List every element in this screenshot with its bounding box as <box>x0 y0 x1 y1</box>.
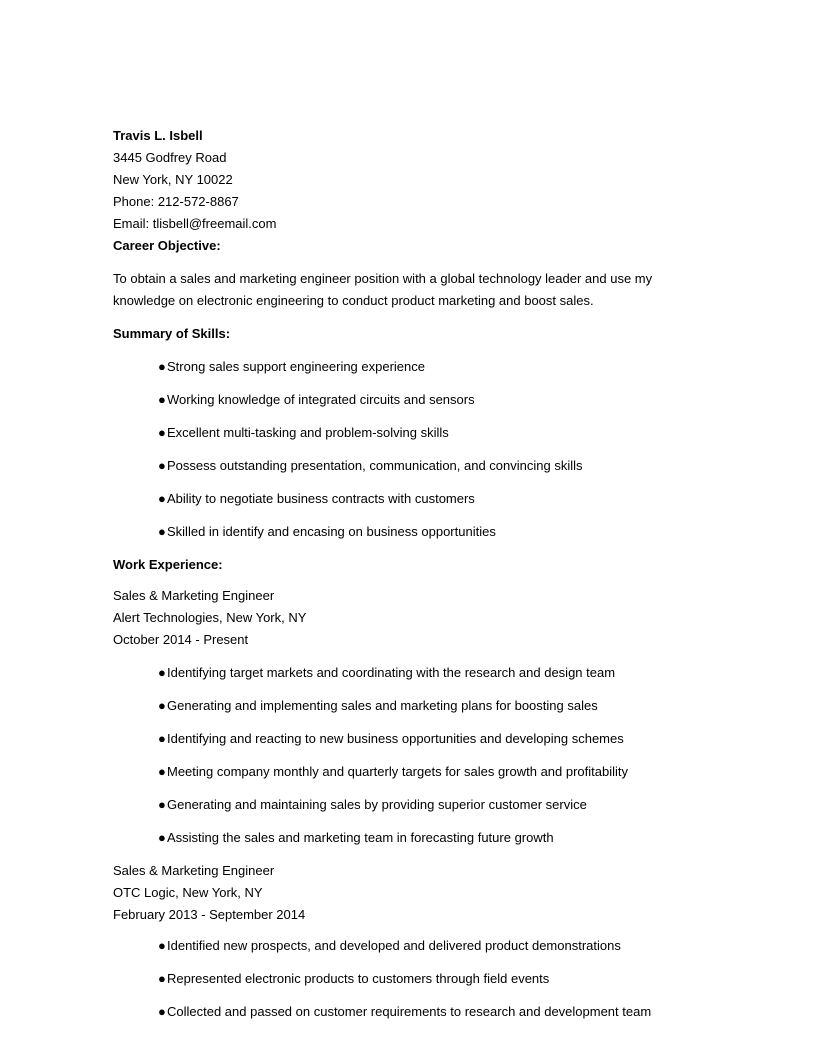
job-duty-text: Represented electronic products to customers through field events <box>167 971 550 986</box>
skill-text: Excellent multi-tasking and problem-solving skills <box>167 425 449 440</box>
job-duty-item <box>158 796 587 814</box>
bullet-icon: ● <box>158 971 166 986</box>
bullet-icon: ● <box>158 830 166 845</box>
bullet-icon: ● <box>158 698 166 713</box>
job-duty-item <box>158 937 621 955</box>
job-company: Alert Technologies, New York, NY <box>113 610 307 625</box>
objective-text-line-2: knowledge on electronic engineering to conduct product marketing and boost sales. <box>113 293 594 308</box>
bullet-icon: ● <box>158 665 166 680</box>
job-dates: February 2013 - September 2014 <box>113 907 306 922</box>
email-line: Email: tlisbell@freemail.com <box>113 216 277 231</box>
job-duty-item <box>158 970 549 988</box>
bullet-icon: ● <box>158 731 166 746</box>
skill-text: Possess outstanding presentation, communication, and convincing skills <box>167 458 583 473</box>
bullet-icon: ● <box>158 458 166 473</box>
phone-line: Phone: 212-572-8867 <box>113 194 239 209</box>
job-duty-text: Identifying target markets and coordinating with the research and design team <box>167 665 616 680</box>
skill-item <box>158 424 449 442</box>
bullet-icon: ● <box>158 938 166 953</box>
skill-text: Working knowledge of integrated circuits and sensors <box>167 392 475 407</box>
job-title: Sales & Marketing Engineer <box>113 863 275 878</box>
job-duty-text: Collected and passed on customer requirements to research and development team <box>167 1004 652 1019</box>
job-duty-item <box>158 829 554 847</box>
city-line: New York, NY 10022 <box>113 172 233 187</box>
skill-text: Strong sales support engineering experience <box>167 359 426 374</box>
skill-item <box>158 358 425 376</box>
bullet-icon: ● <box>158 425 166 440</box>
job-dates: October 2014 - Present <box>113 632 249 647</box>
job-duty-text: Generating and implementing sales and marketing plans for boosting sales <box>167 698 598 713</box>
skill-item <box>158 391 475 409</box>
job-duty-item <box>158 763 628 781</box>
career-objective-heading: Career Objective: <box>113 238 221 253</box>
skill-item <box>158 457 583 475</box>
bullet-icon: ● <box>158 359 166 374</box>
applicant-name: Travis L. Isbell <box>113 128 203 143</box>
bullet-icon: ● <box>158 1004 166 1019</box>
job-duty-item <box>158 730 624 748</box>
job-title: Sales & Marketing Engineer <box>113 588 275 603</box>
bullet-icon: ● <box>158 797 166 812</box>
job-duty-text: Identifying and reacting to new business opportunities and developing schemes <box>167 731 624 746</box>
bullet-icon: ● <box>158 524 166 539</box>
job-company: OTC Logic, New York, NY <box>113 885 263 900</box>
bullet-icon: ● <box>158 764 166 779</box>
job-duty-text: Generating and maintaining sales by providing superior customer service <box>167 797 587 812</box>
work-experience-heading: Work Experience: <box>113 557 223 572</box>
bullet-icon: ● <box>158 392 166 407</box>
objective-text-line-1: To obtain a sales and marketing engineer position with a global technology leader and use my <box>113 271 653 286</box>
skill-item <box>158 490 475 508</box>
skills-heading: Summary of Skills: <box>113 326 231 341</box>
skill-item <box>158 523 496 541</box>
skill-text: Skilled in identify and encasing on business opportunities <box>167 524 496 539</box>
job-duty-item <box>158 664 615 682</box>
bullet-icon: ● <box>158 491 166 506</box>
address-line: 3445 Godfrey Road <box>113 150 227 165</box>
skill-text: Ability to negotiate business contracts with customers <box>167 491 475 506</box>
job-duty-text: Meeting company monthly and quarterly targets for sales growth and profitability <box>167 764 629 779</box>
job-duty-text: Assisting the sales and marketing team in forecasting future growth <box>167 830 554 845</box>
job-duty-item <box>158 1003 651 1021</box>
job-duty-item <box>158 697 598 715</box>
job-duty-text: Identified new prospects, and developed and delivered product demonstrations <box>167 938 621 953</box>
